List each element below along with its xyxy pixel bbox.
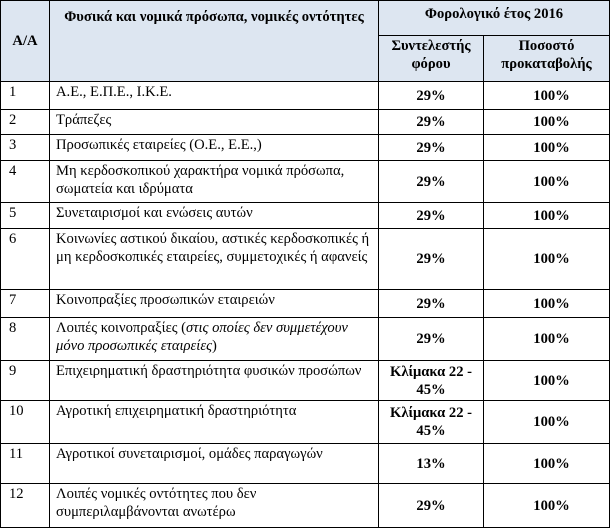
table-row (1, 110, 610, 135)
row-description: Τράπεζες (50, 110, 379, 135)
row-tax-rate: 29% (379, 229, 484, 290)
row-description: Προσωπικές εταιρείες (Ο.Ε., Ε.Ε.,) (50, 135, 379, 161)
row-tax-rate: 29% (379, 161, 484, 203)
table-row (1, 290, 610, 318)
row-tax-rate: 29% (379, 290, 484, 318)
table-row (1, 82, 610, 110)
row-advance: 100% (484, 161, 610, 203)
row-number: 3 (1, 135, 50, 161)
row-advance: 100% (484, 444, 610, 484)
row-tax-rate: Κλίμακα 22 - 45% (379, 401, 484, 444)
row-description-text: Λοιπές κοινοπραξίες ( (56, 320, 187, 336)
row-description: Κοινοπραξίες προσωπικών εταιρειών (50, 290, 379, 318)
row-number: 11 (1, 444, 50, 484)
row-description-italic: στις οποίες δεν συμμετέχουν μόνο προσωπικές εταιρείες (56, 320, 348, 354)
row-number: 7 (1, 290, 50, 318)
header-entities: Φυσικά και νομικά πρόσωπα, νομικές οντότητες (50, 1, 379, 82)
row-description: Λοιπές νομικές οντότητες που δεν συμπεριλαμβάνονται ανωτέρω (50, 484, 379, 528)
row-description: Αγροτικοί συνεταιρισμοί, ομάδες παραγωγών (50, 444, 379, 484)
table-row (1, 484, 610, 528)
header-aa: Α/Α (1, 1, 50, 82)
row-tax-rate: 29% (379, 203, 484, 229)
table-row (1, 318, 610, 361)
table-row (1, 401, 610, 444)
header-tax-year: Φορολογικό έτος 2016 (379, 1, 610, 36)
table-row (1, 135, 610, 161)
row-number: 1 (1, 82, 50, 110)
row-number: 10 (1, 401, 50, 444)
row-advance: 100% (484, 203, 610, 229)
row-number: 8 (1, 318, 50, 361)
row-description: Κοινωνίες αστικού δικαίου, αστικές κερδοσκοπικές ή μη κερδοσκοπικές εταιρείες, συμμετοχικές ή αφανείς (50, 229, 379, 290)
row-number: 4 (1, 161, 50, 203)
row-tax-rate: 29% (379, 135, 484, 161)
header-advance: Ποσοστό προκαταβολής (484, 36, 610, 82)
row-advance: 100% (484, 82, 610, 110)
row-advance: 100% (484, 318, 610, 361)
table-row (1, 229, 610, 290)
row-tax-rate: 13% (379, 444, 484, 484)
row-number: 9 (1, 361, 50, 401)
row-number: 5 (1, 203, 50, 229)
row-advance: 100% (484, 135, 610, 161)
row-number: 2 (1, 110, 50, 135)
row-tax-rate: 29% (379, 318, 484, 361)
row-advance: 100% (484, 484, 610, 528)
table-row (1, 444, 610, 484)
table-row (1, 161, 610, 203)
row-number: 6 (1, 229, 50, 290)
row-description: Μη κερδοσκοπικού χαρακτήρα νομικά πρόσωπα, σωματεία και ιδρύματα (50, 161, 379, 203)
table-row (1, 361, 610, 401)
row-number: 12 (1, 484, 50, 528)
row-tax-rate: 29% (379, 82, 484, 110)
row-advance: 100% (484, 290, 610, 318)
row-tax-rate: 29% (379, 484, 484, 528)
row-advance: 100% (484, 229, 610, 290)
row-tax-rate: 29% (379, 110, 484, 135)
header-rate: Συντελεστής φόρου (379, 36, 484, 82)
row-advance: 100% (484, 401, 610, 444)
row-description (50, 318, 379, 361)
row-advance: 100% (484, 361, 610, 401)
row-description: Συνεταιρισμοί και ενώσεις αυτών (50, 203, 379, 229)
table-row (1, 203, 610, 229)
row-description: Αγροτική επιχειρηματική δραστηριότητα (50, 401, 379, 444)
row-advance: 100% (484, 110, 610, 135)
row-description: Α.Ε., Ε.Π.Ε., Ι.Κ.Ε. (50, 82, 379, 110)
row-description-end: ) (212, 338, 217, 354)
row-description: Επιχειρηματική δραστηριότητα φυσικών προσώπων (50, 361, 379, 401)
row-tax-rate: Κλίμακα 22 - 45% (379, 361, 484, 401)
